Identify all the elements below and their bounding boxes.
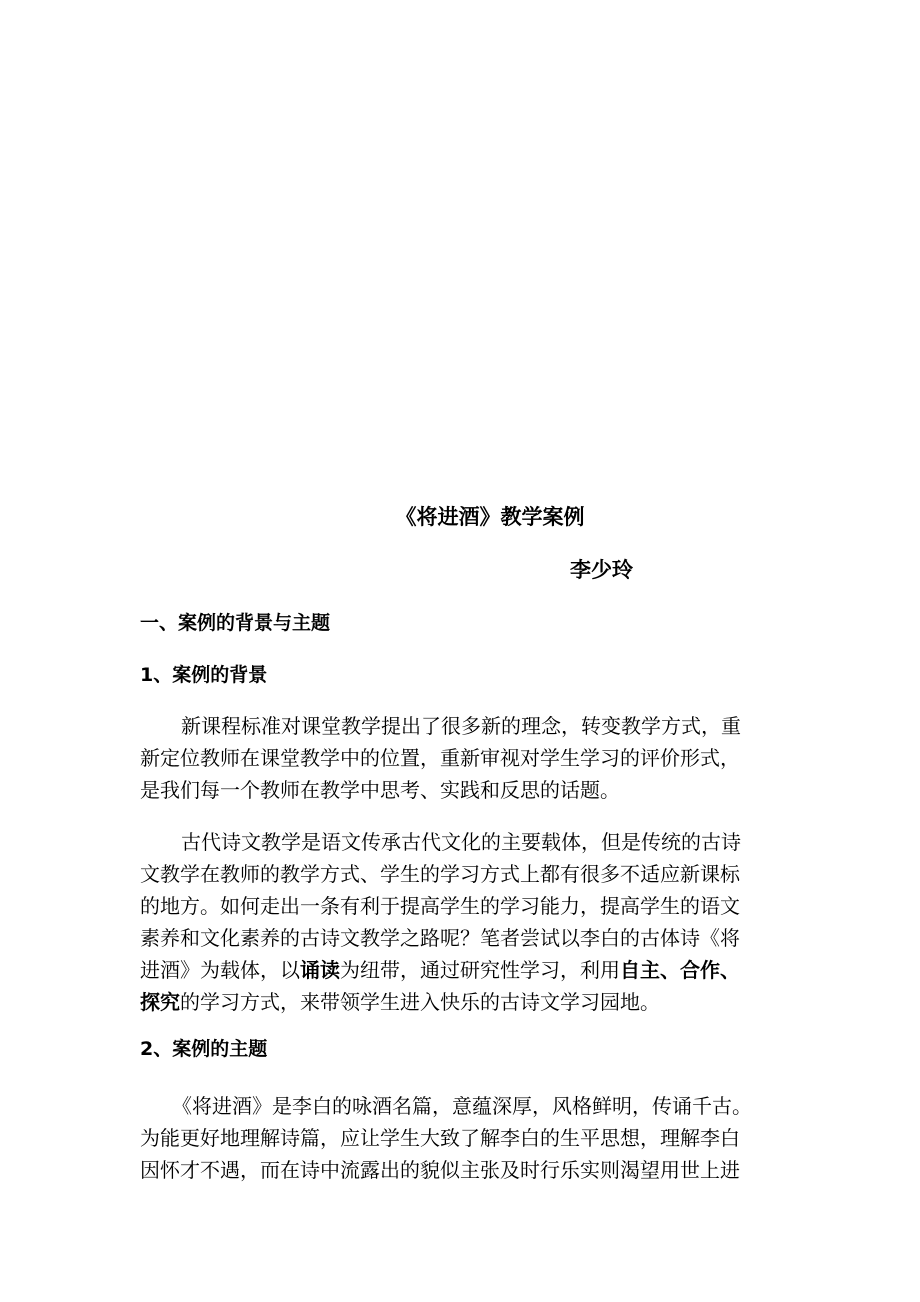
paragraph-line: 是我们每一个教师在教学中思考、实践和反思的话题。 [140,778,620,802]
paragraph-case-theme [140,1090,800,1186]
paragraph-line: 新定位教师在课堂教学中的位置，重新审视对学生学习的评价形式， [140,746,740,770]
emphasis-inquiry: 探究 [140,990,180,1014]
paragraph-ancient-poetry-teaching [140,826,800,1018]
paragraph-line: 新课程标准对课堂教学提出了很多新的理念，转变教学方式，重 [181,714,741,738]
text-segment: 为纽带，通过研究性学习，利用 [340,958,620,982]
paragraph-line: 素养和文化素养的古诗文教学之路呢？笔者尝试以李白的古体诗《将 [140,926,740,950]
paragraph-line [140,954,800,986]
paragraph-line: 《将进酒》是李白的咏酒名篇，意蕴深厚，风格鲜明，传诵千古。 [172,1094,752,1118]
paragraph-line: 为能更好地理解诗篇，应让学生大致了解李白的生平思想，理解李白 [140,1126,740,1150]
section-heading-background-theme: 一、案例的背景与主题 [140,612,331,634]
emphasis-autonomy-cooperation: 自主、合作、 [620,958,740,982]
emphasis-recitation: 诵读 [300,958,340,982]
paragraph-line: 古代诗文教学是语文传承古代文化的主要载体，但是传统的古诗 [181,830,741,854]
paragraph-line: 的地方。如何走出一条有利于提高学生的学习能力，提高学生的语文 [140,894,740,918]
paragraph-line [140,986,800,1018]
paragraph-line: 文教学在教师的教学方式、学生的学习方式上都有很多不适应新课标 [140,862,740,886]
paragraph-line: 因怀才不遇，而在诗中流露出的貌似主张及时行乐实则渴望用世上进 [140,1158,740,1182]
text-segment: 进酒》为载体，以 [140,958,300,982]
subsection-heading-theme: 2、案例的主题 [140,1038,268,1060]
subsection-heading-background: 1、案例的背景 [140,664,268,686]
text-segment: 的学习方式，来带领学生进入快乐的古诗文学习园地。 [180,990,660,1014]
paragraph-curriculum-standards [140,710,800,806]
author-name: 李少玲 [570,558,633,582]
document-title: 《将进酒》教学案例 [395,505,585,529]
